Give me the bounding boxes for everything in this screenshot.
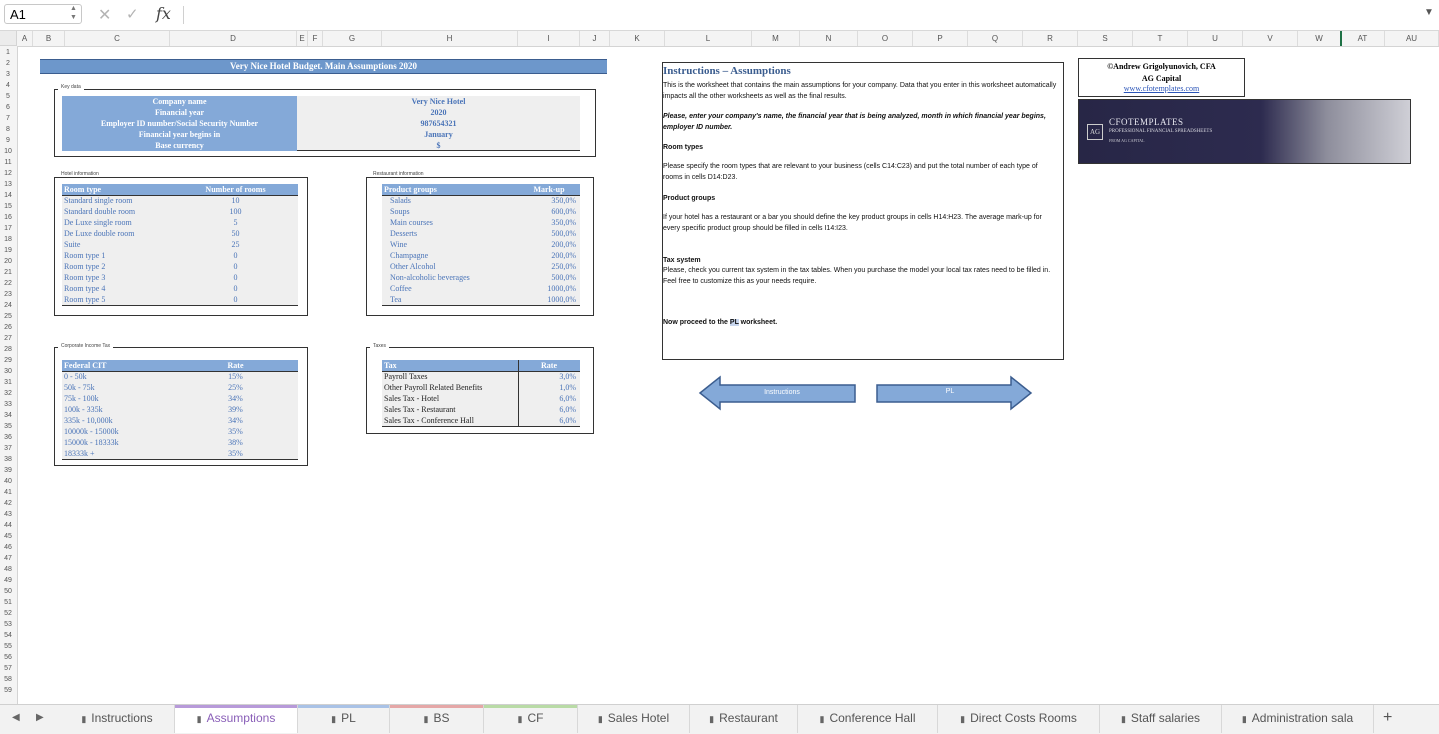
row-header-9[interactable]: 9 xyxy=(6,137,10,144)
cit-table-row xyxy=(62,426,298,437)
proceed-prefix: Now proceed to the xyxy=(663,319,730,326)
restaurant-row-label[interactable]: Desserts xyxy=(390,229,418,238)
sheet-tab-label[interactable]: Instructions xyxy=(91,711,153,725)
row-header-44[interactable]: 44 xyxy=(4,522,12,529)
lock-icon: ▮ xyxy=(597,714,603,724)
prev-sheet-icon[interactable]: ◀ xyxy=(12,712,20,723)
sheet-tab-instructions[interactable] xyxy=(60,705,175,733)
taxes-row-value[interactable]: 6,0% xyxy=(559,394,576,403)
copyright-company: AG Capital xyxy=(1141,74,1182,83)
hotel-table-row xyxy=(62,239,298,250)
row-header-28[interactable]: 28 xyxy=(4,346,12,353)
lock-icon: ▮ xyxy=(1241,714,1247,724)
formula-bar-divider xyxy=(183,6,184,24)
key-data-field-value[interactable]: $ xyxy=(436,141,441,150)
row-header-22[interactable]: 22 xyxy=(4,280,12,287)
cit-bottom-line xyxy=(62,459,298,460)
column-header-au[interactable]: AU xyxy=(1385,31,1439,46)
hotel-row-label[interactable]: Room type 2 xyxy=(64,262,106,271)
restaurant-table-row xyxy=(382,261,580,272)
row-header-48[interactable]: 48 xyxy=(4,566,12,573)
row-header-20[interactable]: 20 xyxy=(4,258,12,265)
product-groups-heading: Product groups xyxy=(663,195,716,202)
sheet-tab-bar xyxy=(0,704,1439,734)
taxes-table-row xyxy=(382,393,580,404)
hotel-row-value[interactable]: 0 xyxy=(233,251,238,260)
sheet-tab-restaurant[interactable] xyxy=(690,705,798,733)
lock-icon: ▮ xyxy=(1120,714,1126,724)
hotel-header-label: Room type xyxy=(62,184,173,195)
column-header-q[interactable]: Q xyxy=(968,31,1023,46)
row-header-10[interactable]: 10 xyxy=(4,148,12,155)
hotel-row-label[interactable]: De Luxe double room xyxy=(64,229,135,238)
taxes-row-label[interactable]: Other Payroll Related Benefits xyxy=(384,383,483,392)
hotel-row-value[interactable]: 100 xyxy=(229,207,242,216)
restaurant-row-label[interactable]: Tea xyxy=(390,295,402,304)
hotel-row-label[interactable]: Standard double room xyxy=(64,207,136,216)
hotel-table-row xyxy=(62,228,298,239)
cit-label: Corporate Income Tax xyxy=(58,343,113,349)
name-box[interactable]: A1 xyxy=(4,4,82,24)
row-header-59[interactable]: 59 xyxy=(4,687,12,694)
row-header-36[interactable]: 36 xyxy=(4,434,12,441)
sheet-tab-assumptions[interactable] xyxy=(175,705,298,733)
hotel-info-label: Hotel information xyxy=(58,171,102,177)
sheet-tab-label[interactable]: PL xyxy=(341,711,356,725)
restaurant-row-value[interactable]: 500,0% xyxy=(551,273,576,282)
sheet-tab-label[interactable]: Staff salaries xyxy=(1130,711,1201,725)
restaurant-table-row xyxy=(382,239,580,250)
key-data-field-label: Base currency xyxy=(155,141,204,150)
sheet-tab-color xyxy=(175,705,297,708)
hotel-row-value[interactable]: 0 xyxy=(233,295,238,304)
hotel-table-row xyxy=(62,195,298,206)
row-header-16[interactable]: 16 xyxy=(4,214,12,221)
instructions-box xyxy=(662,62,1064,360)
column-header-e[interactable]: E xyxy=(297,31,308,46)
restaurant-table-row xyxy=(382,250,580,261)
restaurant-header-value: Mark-up xyxy=(518,184,580,195)
column-header-f[interactable]: F xyxy=(308,31,323,46)
sheet-tab-label[interactable]: Assumptions xyxy=(206,711,276,725)
hotel-row-value[interactable]: 0 xyxy=(233,284,238,293)
row-header-11[interactable]: 11 xyxy=(4,159,12,166)
instructions-intro: This is the worksheet that contains the main assumptions for your company. Data that you enter in this worksheet automatically impacts all the other worksheets as well as the final results. xyxy=(663,82,1057,100)
restaurant-row-value[interactable]: 200,0% xyxy=(551,251,576,260)
tax-system-text: Please, check you current tax system in the tax tables. When you purchase the model your local tax rates need to be filled in. Feel free to customize this as your needs require. xyxy=(663,267,1051,285)
key-data-field-label: Financial year begins in xyxy=(138,130,221,139)
column-header-m[interactable]: M xyxy=(752,31,800,46)
sheet-tab-label[interactable]: CF xyxy=(527,711,544,725)
sheet-tab-color xyxy=(298,705,389,708)
restaurant-row-value[interactable]: 1000,0% xyxy=(547,295,576,304)
column-header-u[interactable]: U xyxy=(1188,31,1243,46)
row-header-30[interactable]: 30 xyxy=(4,368,12,375)
room-types-heading: Room types xyxy=(663,144,704,151)
cit-row-label[interactable]: 100k - 335k xyxy=(64,405,103,414)
logo-sub: FROM AG CAPITAL xyxy=(1109,138,1145,143)
taxes-header-label: Tax xyxy=(382,360,518,371)
row-header-37[interactable]: 37 xyxy=(4,445,12,452)
hotel-row-value[interactable]: 10 xyxy=(231,196,240,205)
restaurant-row-value[interactable]: 350,0% xyxy=(551,218,576,227)
row-header-52[interactable]: 52 xyxy=(4,610,12,617)
taxes-bottom-line xyxy=(382,426,580,427)
row-header-4[interactable]: 4 xyxy=(6,82,10,89)
row-header-34[interactable]: 34 xyxy=(4,412,12,419)
cit-row-label[interactable]: 18333k + xyxy=(64,449,95,458)
sheet-tab-direct-costs-rooms[interactable] xyxy=(938,705,1100,733)
sheet-tab-label[interactable]: Restaurant xyxy=(719,711,778,725)
column-header-g[interactable]: G xyxy=(323,31,382,46)
row-header-51[interactable]: 51 xyxy=(4,599,12,606)
taxes-row-label[interactable]: Sales Tax - Restaurant xyxy=(384,405,456,414)
cit-row-value[interactable]: 34% xyxy=(228,394,243,403)
taxes-label: Taxes xyxy=(370,343,389,349)
column-header-k[interactable]: K xyxy=(610,31,665,46)
row-header-17[interactable]: 17 xyxy=(4,225,12,232)
column-selection-marker xyxy=(1340,31,1342,46)
row-header-27[interactable]: 27 xyxy=(4,335,12,342)
hotel-table-row xyxy=(62,206,298,217)
row-header-12[interactable]: 12 xyxy=(4,170,12,177)
row-header-35[interactable]: 35 xyxy=(4,423,12,430)
hotel-table-row xyxy=(62,261,298,272)
taxes-row-value[interactable]: 3,0% xyxy=(559,372,576,381)
row-header-8[interactable]: 8 xyxy=(6,126,10,133)
proceed-suffix: worksheet. xyxy=(738,319,778,326)
restaurant-row-label[interactable]: Non-alcoholic beverages xyxy=(390,273,470,282)
sheet-title: Very Nice Hotel Budget. Main Assumptions 2020 xyxy=(40,59,607,74)
hotel-row-value[interactable]: 5 xyxy=(233,218,238,227)
row-header-54[interactable]: 54 xyxy=(4,632,12,639)
hotel-header-value: Number of rooms xyxy=(173,184,298,195)
sheet-tab-label[interactable]: Conference Hall xyxy=(829,711,916,725)
copyright-author: ©Andrew Grigolyunovich, CFA xyxy=(1107,62,1216,71)
hotel-bottom-line xyxy=(62,305,298,306)
hotel-row-label[interactable]: Standard single room xyxy=(64,196,133,205)
restaurant-header-label: Product groups xyxy=(382,184,518,195)
row-header-38[interactable]: 38 xyxy=(4,456,12,463)
column-header-h[interactable]: H xyxy=(382,31,518,46)
cit-table-row xyxy=(62,437,298,448)
hotel-row-value[interactable]: 25 xyxy=(231,240,240,249)
hotel-row-value[interactable]: 0 xyxy=(233,273,238,282)
row-header-2[interactable]: 2 xyxy=(6,60,10,67)
row-header-57[interactable]: 57 xyxy=(4,665,12,672)
sheet-tab-color xyxy=(484,705,577,708)
column-header-t[interactable]: T xyxy=(1133,31,1188,46)
column-header-d[interactable]: D xyxy=(170,31,297,46)
lock-icon: ▮ xyxy=(819,714,825,724)
cancel-icon[interactable]: ✕ xyxy=(98,7,112,24)
restaurant-row-label[interactable]: Coffee xyxy=(390,284,412,293)
taxes-table-row xyxy=(382,415,580,426)
row-header-39[interactable]: 39 xyxy=(4,467,12,474)
cit-row-value[interactable]: 38% xyxy=(228,438,243,447)
restaurant-table-row xyxy=(382,217,580,228)
cit-row-label[interactable]: 10000k - 15000k xyxy=(64,427,119,436)
column-header-bar xyxy=(0,31,1439,47)
row-header-21[interactable]: 21 xyxy=(4,269,12,276)
lock-icon: ▮ xyxy=(331,714,337,724)
sheet-tab-color xyxy=(390,705,483,708)
row-header-47[interactable]: 47 xyxy=(4,555,12,562)
back-arrow-label[interactable]: Instructions xyxy=(764,389,800,396)
key-data-field-value[interactable]: 987654321 xyxy=(420,119,457,128)
restaurant-row-value[interactable]: 350,0% xyxy=(551,196,576,205)
proceed-link[interactable]: PL xyxy=(729,319,739,326)
hotel-table-row xyxy=(62,250,298,261)
restaurant-row-value[interactable]: 600,0% xyxy=(551,207,576,216)
row-header-40[interactable]: 40 xyxy=(4,478,12,485)
copyright-box xyxy=(1078,58,1245,97)
row-header-56[interactable]: 56 xyxy=(4,654,12,661)
hotel-row-value[interactable]: 50 xyxy=(231,229,240,238)
taxes-row-label[interactable]: Payroll Taxes xyxy=(384,372,428,381)
cit-row-label[interactable]: 0 - 50k xyxy=(64,372,87,381)
taxes-row-label[interactable]: Sales Tax - Conference Hall xyxy=(384,416,474,425)
row-header-50[interactable]: 50 xyxy=(4,588,12,595)
restaurant-table-row xyxy=(382,228,580,239)
hotel-table-row xyxy=(62,283,298,294)
taxes-row-label[interactable]: Sales Tax - Hotel xyxy=(384,394,440,403)
restaurant-row-label[interactable]: Main courses xyxy=(390,218,433,227)
cit-table-row xyxy=(62,393,298,404)
cit-row-value[interactable]: 25% xyxy=(228,383,243,392)
column-header-s[interactable]: S xyxy=(1078,31,1133,46)
sheet-tab-label[interactable]: Administration sala xyxy=(1251,711,1354,725)
column-header-n[interactable]: N xyxy=(800,31,858,46)
tax-system-heading: Tax system xyxy=(663,257,701,264)
restaurant-row-value[interactable]: 200,0% xyxy=(551,240,576,249)
cit-row-label[interactable]: 15000k - 18333k xyxy=(64,438,119,447)
row-header-33[interactable]: 33 xyxy=(4,401,12,408)
restaurant-table-row xyxy=(382,272,580,283)
row-header-1[interactable]: 1 xyxy=(6,49,10,56)
restaurant-row-label[interactable]: Wine xyxy=(390,240,408,249)
cfotemplates-logo xyxy=(1078,99,1411,164)
restaurant-bottom-line xyxy=(382,305,580,306)
column-header-i[interactable]: I xyxy=(518,31,580,46)
sheet-tab-bs[interactable] xyxy=(390,705,484,733)
restaurant-row-label[interactable]: Other Alcohol xyxy=(390,262,436,271)
key-data-field-value[interactable]: Very Nice Hotel xyxy=(411,97,466,106)
sheet-tab-pl[interactable] xyxy=(298,705,390,733)
key-data-label: Key data xyxy=(58,84,84,90)
cit-row-label[interactable]: 335k - 10,000k xyxy=(64,416,113,425)
cit-table-row xyxy=(62,415,298,426)
row-header-26[interactable]: 26 xyxy=(4,324,12,331)
lock-icon: ▮ xyxy=(196,714,202,724)
taxes-header-value: Rate xyxy=(518,360,580,371)
cit-row-value[interactable]: 15% xyxy=(228,372,243,381)
sheet-tab-label[interactable]: BS xyxy=(433,711,450,725)
row-header-13[interactable]: 13 xyxy=(4,181,12,188)
sheet-tab-staff-salaries[interactable] xyxy=(1100,705,1222,733)
cit-table-row xyxy=(62,448,298,459)
hotel-row-label[interactable]: Suite xyxy=(64,240,81,249)
column-header-j[interactable]: J xyxy=(580,31,610,46)
next-sheet-icon[interactable]: ▶ xyxy=(36,712,44,723)
proceed-text xyxy=(663,317,1063,328)
sheet-tab-label[interactable]: Sales Hotel xyxy=(607,711,670,725)
row-header-32[interactable]: 32 xyxy=(4,390,12,397)
row-header-14[interactable]: 14 xyxy=(4,192,12,199)
restaurant-info-label: Restaurant information xyxy=(370,171,427,177)
taxes-row-value[interactable]: 6,0% xyxy=(559,405,576,414)
row-header-43[interactable]: 43 xyxy=(4,511,12,518)
expand-formula-bar-icon[interactable]: ▼ xyxy=(1424,7,1434,18)
row-header-7[interactable]: 7 xyxy=(6,115,10,122)
row-header-24[interactable]: 24 xyxy=(4,302,12,309)
key-data-field-label: Financial year xyxy=(154,108,205,117)
hotel-row-label[interactable]: Room type 1 xyxy=(64,251,106,260)
taxes-divider xyxy=(518,360,519,426)
column-header-c[interactable]: C xyxy=(65,31,170,46)
row-header-bar xyxy=(0,46,18,704)
hotel-table-row xyxy=(62,272,298,283)
row-header-53[interactable]: 53 xyxy=(4,621,12,628)
key-data-field-label: Employer ID number/Social Security Number xyxy=(100,119,259,128)
cit-header-label: Federal CIT xyxy=(62,360,173,371)
row-header-45[interactable]: 45 xyxy=(4,533,12,540)
row-header-31[interactable]: 31 xyxy=(4,379,12,386)
column-header-a[interactable]: A xyxy=(17,31,33,46)
cit-row-label[interactable]: 75k - 100k xyxy=(64,394,99,403)
restaurant-table-row xyxy=(382,195,580,206)
row-header-58[interactable]: 58 xyxy=(4,676,12,683)
taxes-table-row xyxy=(382,382,580,393)
row-header-49[interactable]: 49 xyxy=(4,577,12,584)
logo-mark-icon: AG xyxy=(1087,124,1103,140)
cit-row-value[interactable]: 35% xyxy=(228,449,243,458)
column-header-l[interactable]: L xyxy=(665,31,752,46)
row-header-23[interactable]: 23 xyxy=(4,291,12,298)
hotel-table-row xyxy=(62,217,298,228)
taxes-table-row xyxy=(382,371,580,382)
restaurant-row-label[interactable]: Champagne xyxy=(390,251,429,260)
restaurant-row-value[interactable]: 250,0% xyxy=(551,262,576,271)
sheet-tab-cf[interactable] xyxy=(484,705,578,733)
name-box-stepper-icon[interactable]: ▲ ▼ xyxy=(70,5,77,21)
logo-name: CFOTEMPLATES xyxy=(1109,117,1184,127)
lock-icon: ▮ xyxy=(709,714,715,724)
column-header-at[interactable]: AT xyxy=(1341,31,1385,46)
row-header-55[interactable]: 55 xyxy=(4,643,12,650)
hotel-row-label[interactable]: Room type 5 xyxy=(64,295,106,304)
sheet-tab-label[interactable]: Direct Costs Rooms xyxy=(970,711,1077,725)
column-header-p[interactable]: P xyxy=(913,31,968,46)
sheet-tab-conference-hall[interactable] xyxy=(798,705,938,733)
lock-icon: ▮ xyxy=(517,714,523,724)
row-header-42[interactable]: 42 xyxy=(4,500,12,507)
sheet-tab-sales-hotel[interactable] xyxy=(578,705,690,733)
cit-table-row xyxy=(62,382,298,393)
confirm-icon[interactable]: ✓ xyxy=(126,6,139,23)
row-header-18[interactable]: 18 xyxy=(4,236,12,243)
lock-icon: ▮ xyxy=(81,714,87,724)
row-header-19[interactable]: 19 xyxy=(4,247,12,254)
row-header-25[interactable]: 25 xyxy=(4,313,12,320)
lock-icon: ▮ xyxy=(960,714,966,724)
hotel-row-label[interactable]: De Luxe single room xyxy=(64,218,132,227)
hotel-row-value[interactable]: 0 xyxy=(233,262,238,271)
restaurant-row-value[interactable]: 500,0% xyxy=(551,229,576,238)
add-sheet-button[interactable]: + xyxy=(1383,709,1393,726)
sheet-tab-administration-sala[interactable] xyxy=(1222,705,1374,733)
hotel-row-label[interactable]: Room type 3 xyxy=(64,273,106,282)
column-header-v[interactable]: V xyxy=(1243,31,1298,46)
cit-table-row xyxy=(62,371,298,382)
row-header-29[interactable]: 29 xyxy=(4,357,12,364)
column-header-b[interactable]: B xyxy=(33,31,65,46)
function-icon[interactable]: fx xyxy=(156,4,171,23)
cit-row-value[interactable]: 39% xyxy=(228,405,243,414)
formula-bar xyxy=(0,0,1439,31)
restaurant-row-value[interactable]: 1000,0% xyxy=(547,284,576,293)
key-data-field-label: Company name xyxy=(152,97,207,106)
row-header-6[interactable]: 6 xyxy=(6,104,10,111)
row-header-46[interactable]: 46 xyxy=(4,544,12,551)
cit-table-row xyxy=(62,404,298,415)
cit-row-value[interactable]: 34% xyxy=(228,416,243,425)
logo-tagline: PROFESSIONAL FINANCIAL SPREADSHEETS xyxy=(1109,129,1213,134)
restaurant-row-label[interactable]: Salads xyxy=(390,196,411,205)
hotel-row-label[interactable]: Room type 4 xyxy=(64,284,106,293)
row-header-15[interactable]: 15 xyxy=(4,203,12,210)
row-header-3[interactable]: 3 xyxy=(6,71,10,78)
key-data-field-value[interactable]: January xyxy=(424,130,453,139)
taxes-row-value[interactable]: 6,0% xyxy=(559,416,576,425)
taxes-row-value[interactable]: 1,0% xyxy=(559,383,576,392)
forward-arrow-label[interactable]: PL xyxy=(945,388,955,395)
restaurant-table-row xyxy=(382,294,580,305)
cit-row-label[interactable]: 50k - 75k xyxy=(64,383,95,392)
cit-header-value: Rate xyxy=(173,360,298,371)
taxes-table-row xyxy=(382,404,580,415)
restaurant-table-row xyxy=(382,283,580,294)
restaurant-row-label[interactable]: Soups xyxy=(390,207,410,216)
copyright-link[interactable]: www.cfotemplates.com xyxy=(1123,84,1200,93)
cit-row-value[interactable]: 35% xyxy=(228,427,243,436)
instructions-title: Instructions – Assumptions xyxy=(663,65,791,77)
column-header-o[interactable]: O xyxy=(858,31,913,46)
room-types-text: Please specify the room types that are relevant to your business (cells C14:C23) and put the total number of each type of rooms in cells D14:D23. xyxy=(663,163,1038,181)
product-groups-text: If your hotel has a restaurant or a bar you should define the key product groups in cells H14:H23. The average mark-up for every specific product group should be filled in cells I14:I23. xyxy=(663,214,1042,232)
row-header-5[interactable]: 5 xyxy=(6,93,10,100)
column-header-w[interactable]: W xyxy=(1298,31,1341,46)
column-header-r[interactable]: R xyxy=(1023,31,1078,46)
key-data-field-value[interactable]: 2020 xyxy=(430,108,447,117)
hotel-table-row xyxy=(62,294,298,305)
select-all-corner[interactable] xyxy=(0,31,17,46)
row-header-41[interactable]: 41 xyxy=(4,489,12,496)
instructions-key-data: Please, enter your company's name, the financial year that is being analyzed, month in which financial year begins, employer ID number. xyxy=(663,113,1046,131)
restaurant-table-row xyxy=(382,206,580,217)
lock-icon: ▮ xyxy=(423,714,429,724)
